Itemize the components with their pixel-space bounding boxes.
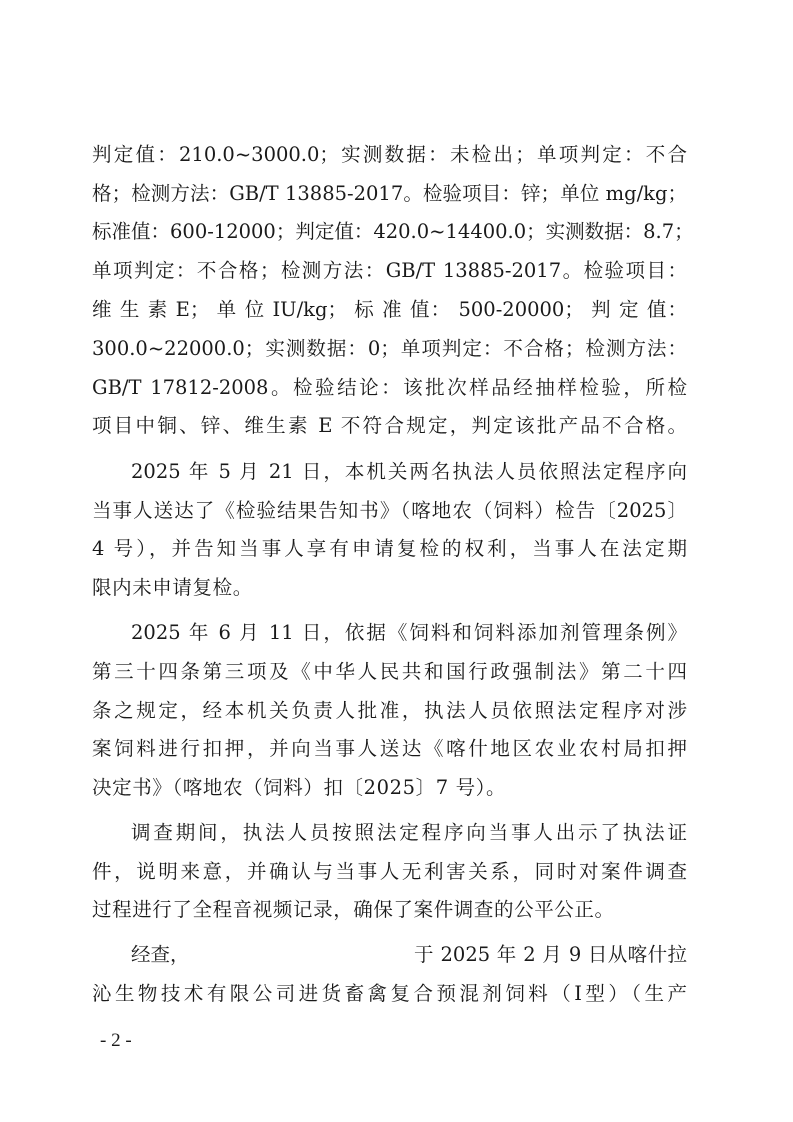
page-number: - 2 - xyxy=(100,1030,132,1051)
paragraph-first-line: 经查， xyxy=(131,943,190,966)
text-line: 300.0~22000.0；实测数据：0；单项判定：不合格；检测方法： xyxy=(92,337,687,360)
text-line: 决定书》（喀地农（饲料）扣〔2025〕7 号）。 xyxy=(92,776,507,799)
text-line: 于 2025 年 2 月 9 日从喀什拉 xyxy=(414,943,687,966)
text-line: 单项判定：不合格；检测方法：GB/T 13885-2017。检验项目： xyxy=(92,259,687,282)
paragraph-first-line: 2025 年 5 月 21 日，本机关两名执法人员依照法定程序向 xyxy=(131,460,687,483)
text-line: 条之规定，经本机关负责人批准，执法人员依照法定程序对涉 xyxy=(92,699,687,722)
text-line: 标准值：600-12000；判定值：420.0~14400.0；实测数据：8.7； xyxy=(92,220,694,243)
text-line: 4 号），并告知当事人享有申请复检的权利，当事人在法定期 xyxy=(92,537,687,560)
text-line: GB/T 17812-2008。检验结论：该批次样品经抽样检验，所检 xyxy=(92,376,687,399)
text-line: 沁生物技术有限公司进货畜禽复合预混剂饲料（I型）（生产 xyxy=(92,982,687,1005)
text-line: 格；检测方法：GB/T 13885-2017。检验项目：锌；单位 mg/kg； xyxy=(92,182,687,205)
text-line: 案饲料进行扣押，并向当事人送达《喀什地区农业农村局扣押 xyxy=(92,737,687,760)
text-line: 当事人送达了《检验结果告知书》（喀地农（饲料）检告〔2025〕 xyxy=(92,499,687,522)
text-line: 件，说明来意，并确认与当事人无利害关系，同时对案件调查 xyxy=(92,860,687,883)
text-line: 判定值：210.0~3000.0；实测数据：未检出；单项判定：不合 xyxy=(92,143,687,166)
text-line: 第三十四条第三项及《中华人民共和国行政强制法》第二十四 xyxy=(92,660,687,683)
text-line: 限内未申请复检。 xyxy=(92,576,253,599)
text-line: 项目中铜、锌、维生素 E 不符合规定，判定该批产品不合格。 xyxy=(92,414,687,437)
paragraph-first-line: 2025 年 6 月 11 日，依据《饲料和饲料添加剂管理条例》 xyxy=(131,621,687,644)
text-line: 维 生 素 E； 单 位 IU/kg； 标 准 值： 500-20000； 判 定 值： xyxy=(92,298,687,321)
text-line: 过程进行了全程音视频记录，确保了案件调查的公平公正。 xyxy=(92,898,615,921)
paragraph-first-line: 调查期间，执法人员按照法定程序向当事人出示了执法证 xyxy=(131,821,687,844)
